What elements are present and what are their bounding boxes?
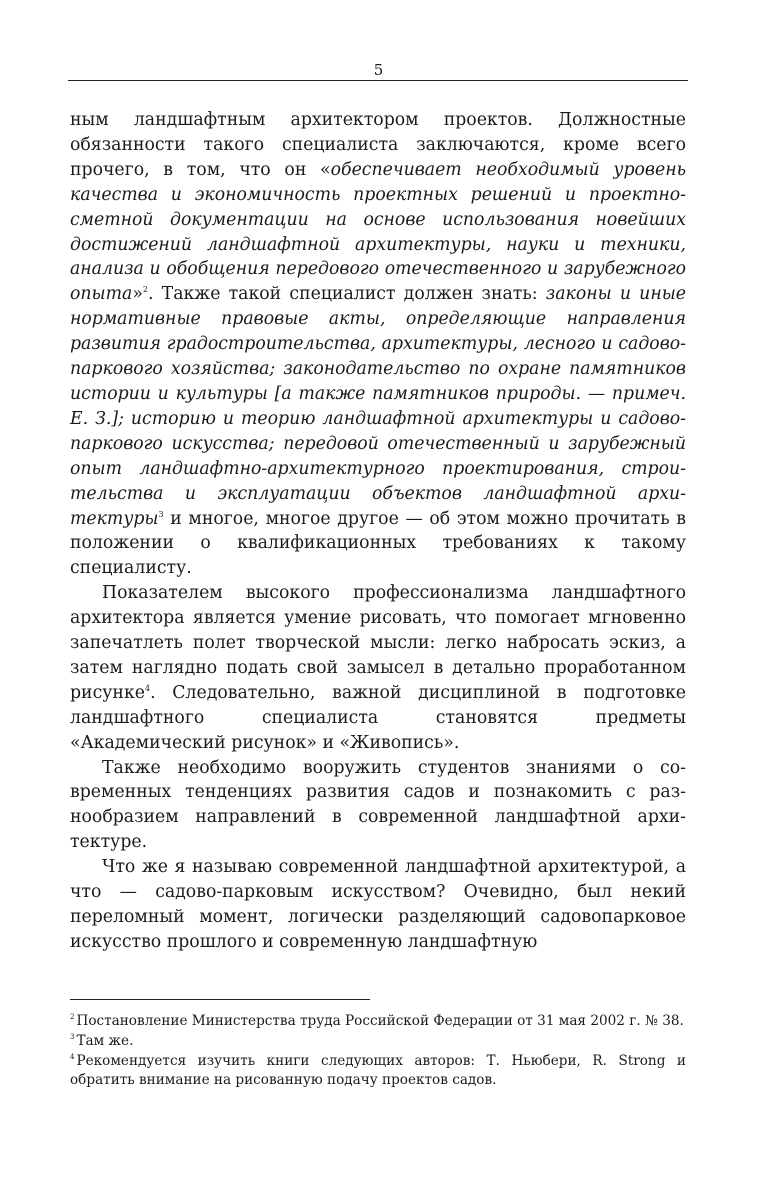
header-rule (68, 80, 688, 81)
paragraph-3: Также необходимо вооружить студентов знаниями о современных тенденциях развития садов и познакомить с разнообразием направлений в современной ландшафтной архитектуре. (70, 757, 686, 853)
main-text (70, 108, 686, 955)
footnote-4 (70, 1052, 686, 1092)
paragraph-2-text: Показателем высокого профессионализма ландшафтного архитектора является умение рисовать, что помогает мгновенно запечатлеть полет творческой мысли: легко набросать эскиз, а затем наглядно подать свой замысел в детально проработанном рисунке (70, 583, 686, 703)
paragraph-1 (70, 108, 686, 581)
paragraph-1-text: » (132, 284, 143, 305)
footnote-2 (70, 1012, 686, 1032)
footnote-marker: 3 (70, 1033, 75, 1042)
footnote-marker: 4 (70, 1053, 75, 1062)
paragraph-1-text: ным ландшафтным архитектором проектов. Должностные обязанности такого специалиста заключаются, кроме всего прочего, в том, что он « (70, 110, 686, 180)
footnote-ref-3[interactable]: 3 (158, 509, 164, 519)
paragraph-1-quote: обеспечивает необходимый уровень качества и экономичность проектных решений и проектно-сметной документации на основе использования новейших достижений ландшафтной архитектуры, науки и техники, анализа и обобщения передового отечественного и зарубежного опыта (70, 159, 686, 305)
footnote-text: Там же. (76, 1032, 134, 1049)
paragraph-4: Что же я называю современной ландшафтной архитектурой, а что — садово-парковым искусством? Очевидно, был некий переломный момент, логически разделяющий садовопарковое искусство прошлого и современную ландшафтную (70, 857, 686, 952)
footnote-marker: 2 (70, 1013, 75, 1022)
footnote-rule (70, 999, 370, 1000)
footnotes (70, 1012, 686, 1091)
paragraph-2-text: . Следовательно, важной дисциплиной в подготовке ландшафтного специалиста становятся предметы «Академический рисунок» и «Живопись». (70, 682, 686, 753)
paragraph-1-text: . Также такой специалист должен знать: (147, 284, 546, 305)
footnote-text: Постановление Министерства труда Российской Федерации от 31 мая 2002 г. № 38. (76, 1013, 684, 1029)
page-number: 5 (373, 61, 384, 79)
footnote-ref-2[interactable]: 2 (142, 285, 148, 295)
footnote-text: Рекомендуется изучить книги следующих авторов: Т. Ньюбери, R. Strong и обратить внимание на рисованную подачу проектов садов. (70, 1052, 686, 1089)
paragraph-1-text: и многое, многое другое — об этом можно прочитать в положении о квалификационных требованиях к такому специалисту. (70, 508, 686, 579)
footnote-3 (70, 1032, 686, 1052)
paragraph-1-quote: законы и иные нормативные правовые акты, определяющие направления развития градостроительства, архитектуры, лесного и садово-паркового хозяйства; законодательство по охране памятников истории и культуры [а также памятников природы. — примеч. Е. З.]; историю и теорию ландшафтной архитектуры и садово-паркового искусства; передовой отечественный и зарубежный опыт ландшафтно-архитектурного проектирования, строительства и эксплуатации объектов ландшафтной архитектуры (70, 284, 687, 529)
footnote-ref-4[interactable]: 4 (144, 684, 151, 694)
paragraph-2 (70, 581, 686, 755)
